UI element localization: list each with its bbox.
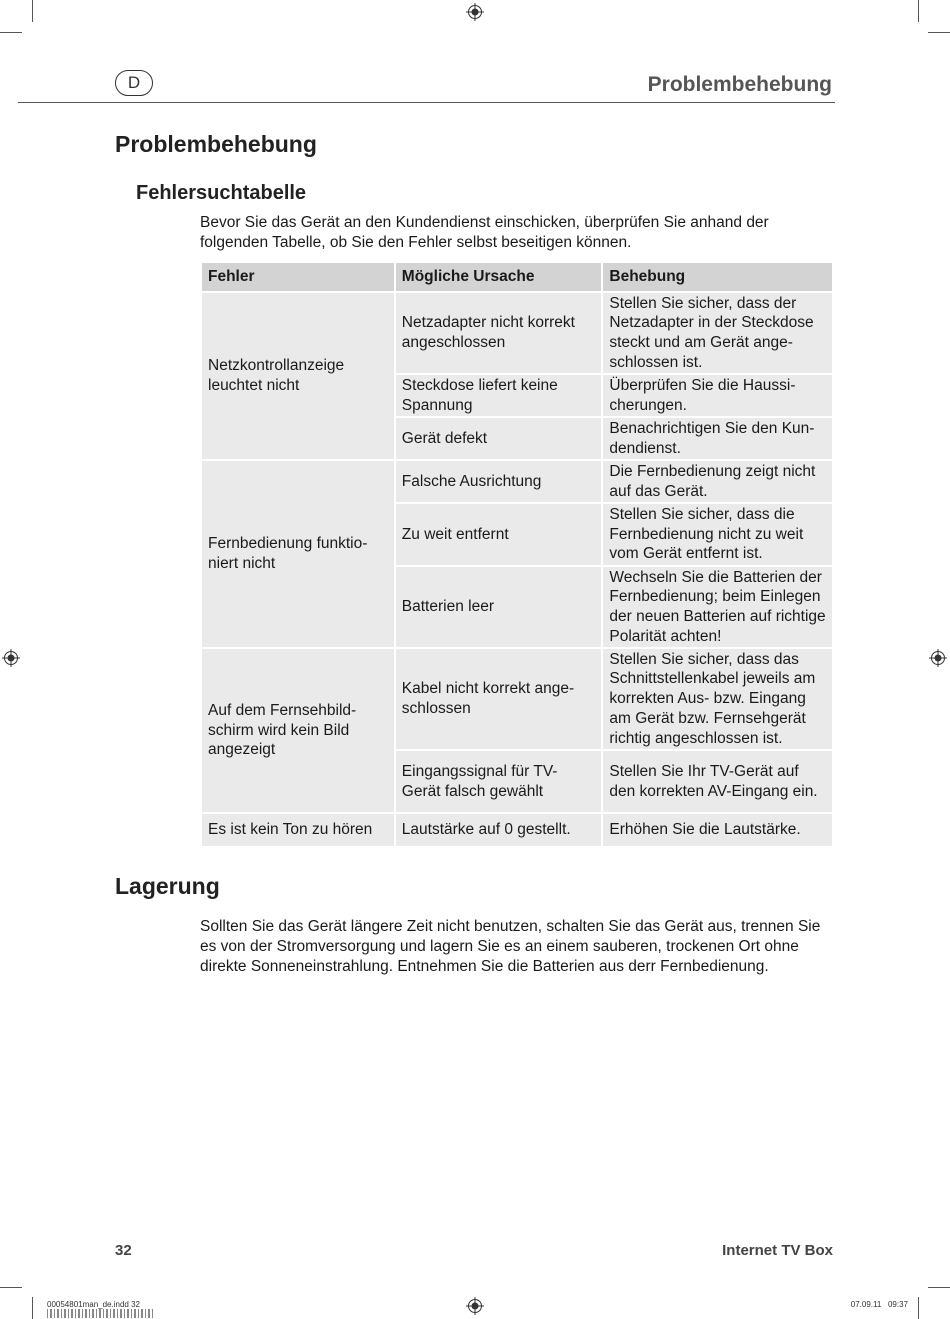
registration-mark-icon [466, 3, 484, 21]
registration-mark-icon [466, 1297, 484, 1315]
fault-cell: Es ist kein Ton zu hören [201, 813, 395, 847]
print-slug-file: 00054801man_de.indd 32 [47, 1300, 140, 1309]
table-row [201, 648, 833, 750]
cause-cell: Eingangssignal für TV-Gerät falsch gewählt [395, 750, 603, 813]
remedy-cell: Die Fernbedienung zeigt nicht auf das Gerät. [602, 460, 833, 503]
header-divider [18, 102, 835, 103]
cause-cell: Netzadapter nicht korrekt angeschlossen [395, 292, 603, 374]
running-title: Problembehebung [647, 73, 832, 96]
remedy-cell: Stellen Sie sicher, dass die Fernbedienung nicht zu weit vom Gerät entfernt ist. [602, 503, 833, 566]
storage-paragraph: Sollten Sie das Gerät längere Zeit nicht benutzen, schalten Sie das Gerät aus, trennen Sie es von der Stromversorgung und lagern Sie es an einem sauberen, trockenen Ort ohne direkte Sonneneinstrahlung. Entnehmen Sie die Batterien aus derr Fernbedienung. [200, 918, 821, 975]
registration-mark-icon [2, 649, 20, 667]
table-row [201, 460, 833, 503]
remedy-cell: Stellen Sie sicher, dass der Netzadapter in der Steckdose steckt und am Gerät angeschlossen ist. [602, 292, 833, 374]
cause-cell: Batterien leer [395, 566, 603, 648]
print-slug-time: 09:37 [887, 1300, 908, 1309]
remedy-cell: Stellen Sie sicher, dass das Schnittstellenkabel jeweils am korrekten Aus- bzw. Eingang am Gerät bzw. Fernsehgerät richtig angeschlossen ist. [602, 648, 833, 750]
cause-cell: Gerät defekt [395, 417, 603, 460]
crop-mark [32, 1297, 33, 1319]
crop-mark [928, 1287, 950, 1288]
remedy-cell: Stellen Sie Ihr TV-Gerät auf den korrekten AV-Eingang ein. [602, 750, 833, 813]
table-row [201, 813, 833, 847]
page-number: 32 [115, 1242, 132, 1259]
cause-cell: Zu weit entfernt [395, 503, 603, 566]
column-header-cause: Mögliche Ursache [395, 262, 603, 292]
section-subtitle: Fehlersuchtabelle [136, 182, 307, 204]
product-name: Internet TV Box [722, 1242, 833, 1259]
remedy-cell: Überprüfen Sie die Haussicherungen. [602, 374, 833, 417]
print-slug-date: 07.09.11 [850, 1300, 882, 1309]
troubleshooting-table [200, 261, 834, 848]
registration-mark-icon [929, 649, 947, 667]
crop-mark [918, 0, 919, 22]
cause-cell: Steckdose liefert keine Spannung [395, 374, 603, 417]
column-header-fault: Fehler [201, 262, 395, 292]
cause-cell: Kabel nicht korrekt angeschlossen [395, 648, 603, 750]
table-row [201, 292, 833, 374]
fault-cell: Netzkontrollanzeige leuchtet nicht [201, 292, 395, 460]
table-header-row [201, 262, 833, 292]
remedy-cell: Benachrichtigen Sie den Kundendienst. [602, 417, 833, 460]
fault-cell: Auf dem Fernsehbildschirm wird kein Bild angezeigt [201, 648, 395, 813]
crop-mark [928, 32, 950, 33]
crop-mark [32, 0, 33, 22]
language-badge: D [115, 70, 153, 96]
fault-cell: Fernbedienung funktioniert nicht [201, 460, 395, 648]
crop-mark [918, 1297, 919, 1319]
barcode-icon [47, 1309, 155, 1318]
cause-cell: Falsche Ausrichtung [395, 460, 603, 503]
remedy-cell: Erhöhen Sie die Lautstärke. [602, 813, 833, 847]
intro-paragraph: Bevor Sie das Gerät an den Kundendienst einschicken, überprüfen Sie anhand der folgenden Tabelle, ob Sie den Fehler selbst beseitigen können. [200, 214, 769, 251]
print-slug-datetime [851, 1300, 908, 1309]
page-title: Problembehebung [115, 131, 317, 157]
column-header-remedy: Behebung [602, 262, 833, 292]
storage-title: Lagerung [115, 873, 220, 899]
remedy-cell: Wechseln Sie die Batterien der Fernbedienung; beim Einlegen der neuen Batterien auf richtige Polarität achten! [602, 566, 833, 648]
cause-cell: Lautstärke auf 0 gestellt. [395, 813, 603, 847]
crop-mark [0, 1287, 22, 1288]
crop-mark [0, 32, 22, 33]
